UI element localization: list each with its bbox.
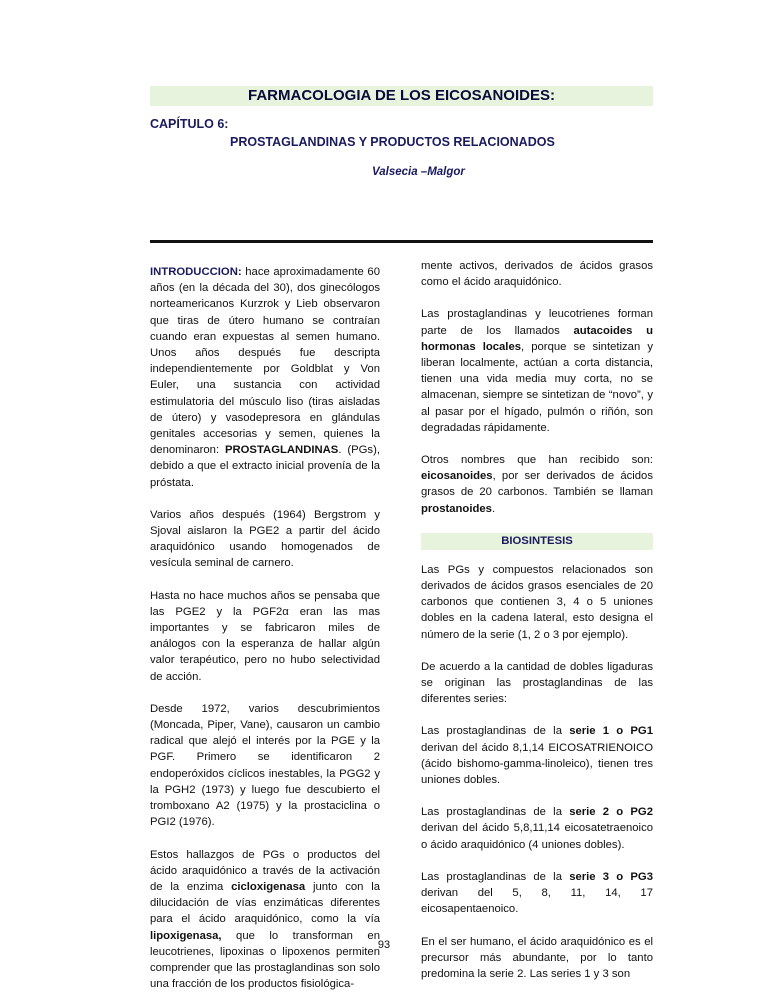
paragraph-series-intro: De acuerdo a la cantidad de dobles ligaduras se originan las prostaglandinas de las diferentes series:	[421, 660, 653, 706]
series2-text-a: Las prostaglandinas de la	[421, 806, 570, 819]
page-number: 93	[377, 939, 391, 951]
paragraph-biosynthesis: Las PGs y compuestos relacionados son derivados de ácidos grasos esenciales de 20 carbonos que contienen 3, 4 o 5 uniones dobles en la cadena lateral, esto designa el número de la serie (1, 2 o 3 por ejemplo).	[421, 563, 653, 641]
findings-text-d: que lo transforman en leucotrienes, lipoxinas o lipoxenos permiten comprender que las prostaglandinas son solo una fracción de los productos fisiológica-	[150, 929, 380, 991]
author: Valsecia –Malgor	[372, 166, 465, 178]
findings-text-a: Estos hallazgos de PGs o productos del ácido araquidónico a través de la activación de la enzima	[150, 848, 380, 893]
paragraph-human: En el ser humano, el ácido araquidónico es el precursor más abundante, por lo tanto predomina la serie 2. Las series 1 y 3 son	[421, 935, 653, 980]
paragraph-analogs: Hasta no hace muchos años se pensaba que las PGE2 y la PGF2α eran las mas importantes y se fabricaron miles de análogos con la esperanza de hallar algún valor terapéutico, pero no hubo selectividad de acción.	[150, 589, 380, 683]
right-column	[421, 258, 653, 998]
paragraph-series-3	[421, 869, 653, 918]
series2-bold: serie 2 o PG2	[569, 806, 653, 819]
paragraph-series-2	[421, 804, 653, 853]
series3-text-a: Las prostaglandinas de la	[421, 870, 570, 883]
autacoids-text-c: , porque se sintetizan y liberan localmente, actúan a corta distancia, tienen una vida media muy corta, no se almacenan, siempre se sintetizan de “novo”, y al pasar por el hígado, pulmón o riñón, son degradadas rápidamente.	[421, 340, 653, 434]
left-column	[150, 264, 380, 1008]
document-title: FARMACOLOGIA DE LOS EICOSANOIDES:	[248, 87, 555, 104]
paragraph-series-1	[421, 723, 653, 788]
section-heading-biosintesis: BIOSINTESIS	[421, 533, 653, 550]
names-text-a: Otros nombres que han recibido son:	[421, 454, 653, 467]
names-text-c: , por ser derivados de ácidos grasos de 20 carbonos. También se llaman	[421, 470, 653, 499]
chapter-subtitle: PROSTAGLANDINAS Y PRODUCTOS RELACIONADOS	[230, 135, 555, 149]
series1-text-c: derivan del ácido 8,1,14 EICOSATRIENOICO (ácido bishomo-gamma-linoleico), tienen tres uniones dobles.	[421, 741, 653, 787]
series3-bold: serie 3 o PG3	[569, 870, 653, 883]
autacoids-text-a: Las prostaglandinas y leucotrienes forman parte de los llamados	[421, 308, 653, 337]
series2-text-c: derivan del ácido 5,8,11,14 eicosatetraenoico o ácido araquidónico (4 uniones dobles).	[421, 822, 653, 851]
paragraph-bergstrom: Varios años después (1964) Bergstrom y Sjoval aislaron la PGE2 a partir del ácido araquidónico usando homogenados de vesícula seminal de carnero.	[150, 508, 380, 570]
intro-text-1: hace aproximadamente 60 años (en la década del 30), dos ginecólogos norteamericanos Kurzrok y Lieb observaron que tiras de útero humano se contraían cuando eran expuestas al semen humano. Unos años después fue descripta independientemente por Goldblat y Von Euler, una sustancia con actividad estimulatoria del músculo liso (tiras aisladas de útero) y vasodepresora en glándulas genitales accesorias y semen, quienes la denominaron:	[150, 266, 380, 457]
names-text-e: .	[491, 502, 496, 515]
findings-bold-lipoxygenase: lipoxigenasa,	[150, 929, 222, 942]
findings-bold-cyclooxygenase: cicloxigenasa	[231, 880, 306, 893]
paragraph-discoveries: Desde 1972, varios descubrimientos (Moncada, Piper, Vane), causaron un cambio radical que alejó el interés por la PGE y la PGF. Primero se identificaron 2 endoperóxidos cíclicos inestables, la PGG2 y la PGH2 (1973) y luego fue descubierto el tromboxano A2 (1975) y la prostaciclina o PGI2 (1976).	[150, 702, 380, 829]
names-bold-eicosanoids: eicosanoides	[421, 470, 493, 483]
autacoids-bold: autacoides u hormonas locales	[421, 324, 653, 353]
intro-bold: PROSTAGLANDINAS	[224, 444, 339, 457]
series1-bold: serie 1 o PG1	[569, 725, 653, 738]
names-bold-prostanoids: prostanoides	[421, 502, 492, 515]
header-divider	[150, 240, 653, 243]
intro-text-2: . (PGs), debido a que el extracto inicial provenía de la próstata.	[150, 444, 380, 489]
series3-text-c: derivan del 5, 8, 11, 14, 17 eicosapentaenoico.	[421, 887, 653, 916]
findings-text-c: junto con la dilucidación de vías enzimáticas diferentes para el ácido araquidónico, como la vía	[150, 880, 380, 926]
chapter-label: CAPÍTULO 6:	[150, 117, 229, 131]
paragraph-other-names	[421, 452, 653, 517]
series1-text-a: Las prostaglandinas de la	[421, 725, 570, 738]
intro-paragraph	[150, 264, 380, 491]
paragraph-findings	[150, 847, 380, 993]
intro-label: INTRODUCCION:	[150, 266, 242, 278]
paragraph-autacoids	[421, 306, 653, 436]
paragraph-continuation: mente activos, derivados de ácidos grasos como el ácido araquidónico.	[421, 260, 653, 289]
